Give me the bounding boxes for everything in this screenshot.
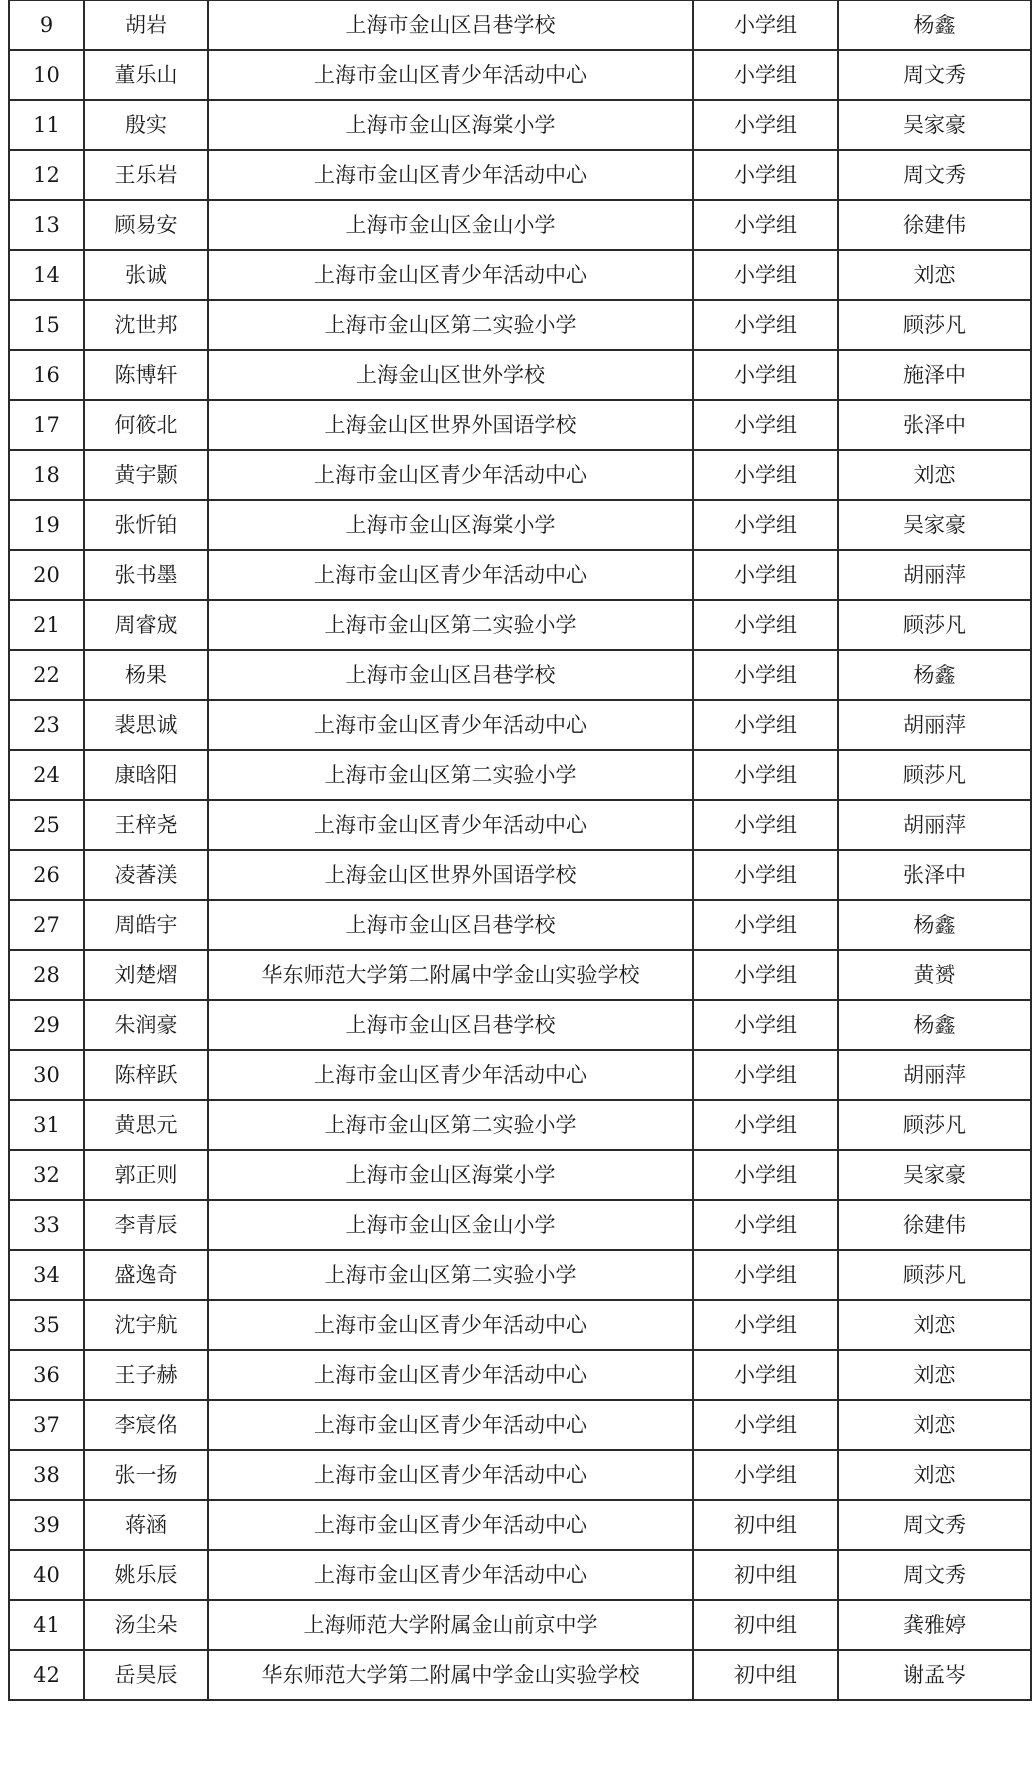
group-cell: 初中组 [693,1600,838,1650]
group-cell: 小学组 [693,1400,838,1450]
table-row [9,200,1031,250]
table-row [9,0,1031,50]
teacher-cell: 周文秀 [838,1500,1031,1550]
table-row [9,550,1031,600]
school-cell: 上海市金山区吕巷学校 [208,0,693,50]
teacher-cell: 张泽中 [838,850,1031,900]
student-name-cell: 杨果 [84,650,208,700]
row-number-cell: 21 [9,600,84,650]
teacher-cell: 刘恋 [838,250,1031,300]
table-row [9,400,1031,450]
teacher-cell: 杨鑫 [838,650,1031,700]
group-cell: 小学组 [693,1350,838,1400]
table-row [9,1050,1031,1100]
teacher-cell: 周文秀 [838,150,1031,200]
school-cell: 上海师范大学附属金山前京中学 [208,1600,693,1650]
table-row [9,100,1031,150]
student-name-cell: 陈梓跃 [84,1050,208,1100]
row-number-cell: 34 [9,1250,84,1300]
row-number-cell: 35 [9,1300,84,1350]
table-row [9,1550,1031,1600]
school-cell: 上海市金山区海棠小学 [208,1150,693,1200]
student-name-cell: 顾易安 [84,200,208,250]
group-cell: 小学组 [693,450,838,500]
row-number-cell: 16 [9,350,84,400]
row-number-cell: 29 [9,1000,84,1050]
table-row [9,1250,1031,1300]
group-cell: 小学组 [693,850,838,900]
school-cell: 上海金山区世外学校 [208,350,693,400]
teacher-cell: 刘恋 [838,450,1031,500]
teacher-cell: 杨鑫 [838,900,1031,950]
student-name-cell: 蒋涵 [84,1500,208,1550]
student-name-cell: 郭正则 [84,1150,208,1200]
student-name-cell: 黄思元 [84,1100,208,1150]
group-cell: 小学组 [693,750,838,800]
student-name-cell: 李宸佲 [84,1400,208,1450]
table-row [9,1150,1031,1200]
table-row [9,1400,1031,1450]
row-number-cell: 20 [9,550,84,600]
school-cell: 上海市金山区青少年活动中心 [208,1300,693,1350]
row-number-cell: 30 [9,1050,84,1100]
group-cell: 小学组 [693,500,838,550]
group-cell: 小学组 [693,250,838,300]
table-row [9,850,1031,900]
student-name-cell: 康晗阳 [84,750,208,800]
school-cell: 上海市金山区金山小学 [208,1200,693,1250]
student-name-cell: 何筱北 [84,400,208,450]
row-number-cell: 38 [9,1450,84,1500]
school-cell: 上海市金山区青少年活动中心 [208,700,693,750]
student-name-cell: 岳昊辰 [84,1650,208,1700]
student-name-cell: 王子赫 [84,1350,208,1400]
student-name-cell: 周睿宬 [84,600,208,650]
group-cell: 小学组 [693,1200,838,1250]
teacher-cell: 刘恋 [838,1350,1031,1400]
table-row [9,50,1031,100]
teacher-cell: 谢孟岑 [838,1650,1031,1700]
school-cell: 上海金山区世界外国语学校 [208,400,693,450]
teacher-cell: 顾莎凡 [838,1250,1031,1300]
group-cell: 初中组 [693,1550,838,1600]
row-number-cell: 42 [9,1650,84,1700]
teacher-cell: 胡丽萍 [838,550,1031,600]
table-row [9,950,1031,1000]
group-cell: 小学组 [693,900,838,950]
group-cell: 初中组 [693,1500,838,1550]
row-number-cell: 26 [9,850,84,900]
teacher-cell: 刘恋 [838,1450,1031,1500]
row-number-cell: 40 [9,1550,84,1600]
teacher-cell: 刘恋 [838,1400,1031,1450]
table-row [9,450,1031,500]
group-cell: 小学组 [693,100,838,150]
student-name-cell: 张一扬 [84,1450,208,1500]
student-name-cell: 刘楚熠 [84,950,208,1000]
school-cell: 华东师范大学第二附属中学金山实验学校 [208,1650,693,1700]
row-number-cell: 37 [9,1400,84,1450]
row-number-cell: 18 [9,450,84,500]
table-row [9,1500,1031,1550]
teacher-cell: 黄赟 [838,950,1031,1000]
row-number-cell: 15 [9,300,84,350]
table-row [9,1200,1031,1250]
table-row [9,500,1031,550]
student-name-cell: 陈博轩 [84,350,208,400]
teacher-cell: 胡丽萍 [838,700,1031,750]
group-cell: 小学组 [693,300,838,350]
school-cell: 上海市金山区青少年活动中心 [208,150,693,200]
teacher-cell: 顾莎凡 [838,600,1031,650]
teacher-cell: 顾莎凡 [838,1100,1031,1150]
student-name-cell: 王乐岩 [84,150,208,200]
teacher-cell: 胡丽萍 [838,1050,1031,1100]
school-cell: 上海市金山区青少年活动中心 [208,1350,693,1400]
student-name-cell: 朱润豪 [84,1000,208,1050]
school-cell: 上海市金山区青少年活动中心 [208,50,693,100]
group-cell: 小学组 [693,950,838,1000]
row-number-cell: 14 [9,250,84,300]
teacher-cell: 吴家豪 [838,500,1031,550]
school-cell: 上海市金山区青少年活动中心 [208,550,693,600]
row-number-cell: 31 [9,1100,84,1150]
table-row [9,150,1031,200]
school-cell: 上海市金山区吕巷学校 [208,900,693,950]
school-cell: 上海市金山区青少年活动中心 [208,1550,693,1600]
student-name-cell: 汤尘朵 [84,1600,208,1650]
school-cell: 上海市金山区第二实验小学 [208,300,693,350]
teacher-cell: 施泽中 [838,350,1031,400]
teacher-cell: 杨鑫 [838,1000,1031,1050]
row-number-cell: 28 [9,950,84,1000]
school-cell: 上海市金山区第二实验小学 [208,1100,693,1150]
table-row [9,1350,1031,1400]
row-number-cell: 36 [9,1350,84,1400]
student-name-cell: 李青辰 [84,1200,208,1250]
teacher-cell: 周文秀 [838,1550,1031,1600]
teacher-cell: 杨鑫 [838,0,1031,50]
table-row [9,900,1031,950]
student-name-cell: 张诚 [84,250,208,300]
school-cell: 上海市金山区金山小学 [208,200,693,250]
group-cell: 小学组 [693,150,838,200]
table-row [9,600,1031,650]
student-name-cell: 董乐山 [84,50,208,100]
teacher-cell: 胡丽萍 [838,800,1031,850]
teacher-cell: 顾莎凡 [838,300,1031,350]
row-number-cell: 32 [9,1150,84,1200]
row-number-cell: 27 [9,900,84,950]
student-name-cell: 裴思诚 [84,700,208,750]
student-name-cell: 沈宇航 [84,1300,208,1350]
group-cell: 小学组 [693,550,838,600]
school-cell: 上海市金山区青少年活动中心 [208,1500,693,1550]
row-number-cell: 13 [9,200,84,250]
group-cell: 小学组 [693,400,838,450]
school-cell: 上海市金山区青少年活动中心 [208,1050,693,1100]
row-number-cell: 12 [9,150,84,200]
group-cell: 小学组 [693,650,838,700]
student-name-cell: 沈世邦 [84,300,208,350]
teacher-cell: 吴家豪 [838,100,1031,150]
table-row [9,1100,1031,1150]
row-number-cell: 17 [9,400,84,450]
group-cell: 小学组 [693,1150,838,1200]
table-row [9,750,1031,800]
group-cell: 小学组 [693,700,838,750]
group-cell: 小学组 [693,1450,838,1500]
school-cell: 上海市金山区海棠小学 [208,500,693,550]
teacher-cell: 龚雅婷 [838,1600,1031,1650]
row-number-cell: 39 [9,1500,84,1550]
row-number-cell: 33 [9,1200,84,1250]
student-name-cell: 张书墨 [84,550,208,600]
row-number-cell: 22 [9,650,84,700]
table-row [9,800,1031,850]
teacher-cell: 周文秀 [838,50,1031,100]
table-row [9,1450,1031,1500]
school-cell: 华东师范大学第二附属中学金山实验学校 [208,950,693,1000]
student-name-cell: 凌萫渼 [84,850,208,900]
school-cell: 上海市金山区第二实验小学 [208,600,693,650]
group-cell: 小学组 [693,1050,838,1100]
student-name-cell: 殷实 [84,100,208,150]
school-cell: 上海市金山区第二实验小学 [208,1250,693,1300]
row-number-cell: 24 [9,750,84,800]
student-name-cell: 王梓尧 [84,800,208,850]
row-number-cell: 10 [9,50,84,100]
group-cell: 小学组 [693,1300,838,1350]
group-cell: 初中组 [693,1650,838,1700]
teacher-cell: 刘恋 [838,1300,1031,1350]
group-cell: 小学组 [693,1000,838,1050]
student-name-cell: 盛逸奇 [84,1250,208,1300]
group-cell: 小学组 [693,600,838,650]
table-row [9,250,1031,300]
table-row [9,700,1031,750]
table-row [9,300,1031,350]
row-number-cell: 41 [9,1600,84,1650]
group-cell: 小学组 [693,200,838,250]
table-row [9,1600,1031,1650]
row-number-cell: 19 [9,500,84,550]
school-cell: 上海市金山区吕巷学校 [208,1000,693,1050]
student-name-cell: 周皓宇 [84,900,208,950]
teacher-cell: 徐建伟 [838,200,1031,250]
group-cell: 小学组 [693,800,838,850]
row-number-cell: 23 [9,700,84,750]
table-row [9,1300,1031,1350]
row-number-cell: 9 [9,0,84,50]
teacher-cell: 张泽中 [838,400,1031,450]
group-cell: 小学组 [693,0,838,50]
school-cell: 上海市金山区青少年活动中心 [208,1450,693,1500]
school-cell: 上海市金山区青少年活动中心 [208,800,693,850]
table-row [9,1650,1031,1700]
teacher-cell: 顾莎凡 [838,750,1031,800]
student-name-cell: 姚乐辰 [84,1550,208,1600]
table-row [9,350,1031,400]
teacher-cell: 徐建伟 [838,1200,1031,1250]
school-cell: 上海市金山区第二实验小学 [208,750,693,800]
student-name-cell: 胡岩 [84,0,208,50]
school-cell: 上海金山区世界外国语学校 [208,850,693,900]
row-number-cell: 11 [9,100,84,150]
table-row [9,650,1031,700]
row-number-cell: 25 [9,800,84,850]
group-cell: 小学组 [693,1100,838,1150]
group-cell: 小学组 [693,50,838,100]
school-cell: 上海市金山区青少年活动中心 [208,1400,693,1450]
student-name-cell: 张忻铂 [84,500,208,550]
school-cell: 上海市金山区吕巷学校 [208,650,693,700]
award-roster-table [8,0,1032,1701]
roster-table-body [9,0,1031,1700]
school-cell: 上海市金山区青少年活动中心 [208,450,693,500]
school-cell: 上海市金山区青少年活动中心 [208,250,693,300]
student-name-cell: 黄宇颢 [84,450,208,500]
school-cell: 上海市金山区海棠小学 [208,100,693,150]
group-cell: 小学组 [693,350,838,400]
teacher-cell: 吴家豪 [838,1150,1031,1200]
table-row [9,1000,1031,1050]
group-cell: 小学组 [693,1250,838,1300]
